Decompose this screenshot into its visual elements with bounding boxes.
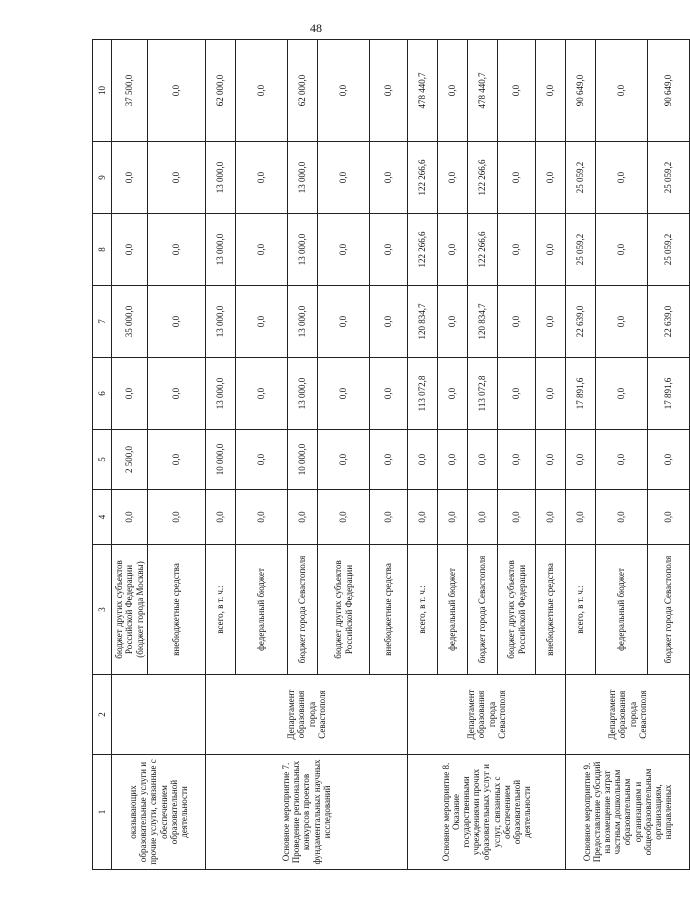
value-cell: 0,0	[498, 142, 536, 214]
value-cell: 0,0	[236, 490, 288, 545]
value-cell: 0,0	[648, 490, 690, 545]
header-cell: 1	[93, 755, 112, 870]
value-cell: 0,0	[206, 490, 236, 545]
value-cell: 13 000,0	[288, 286, 318, 358]
executor-cell: Департамент образования города Севастополя	[408, 675, 566, 755]
value-cell: 25 059,2	[566, 142, 596, 214]
funding-source-cell: федеральный бюджет	[438, 545, 468, 675]
value-cell: 113 072,8	[468, 358, 498, 430]
header-cell: 5	[93, 430, 112, 490]
value-cell: 25 059,2	[566, 214, 596, 286]
value-cell: 0,0	[112, 490, 148, 545]
value-cell: 0,0	[370, 430, 408, 490]
funding-source-cell: всего, в т. ч.:	[566, 545, 596, 675]
value-cell: 17 891,6	[648, 358, 690, 430]
table-row	[206, 40, 236, 870]
value-cell: 0,0	[148, 490, 206, 545]
table-body	[112, 40, 690, 870]
value-cell: 0,0	[148, 142, 206, 214]
value-cell: 122 266,6	[468, 214, 498, 286]
header-cell: 6	[93, 358, 112, 430]
value-cell: 0,0	[438, 214, 468, 286]
value-cell: 0,0	[498, 430, 536, 490]
value-cell: 0,0	[468, 430, 498, 490]
value-cell: 0,0	[370, 286, 408, 358]
value-cell: 0,0	[536, 214, 566, 286]
executor-cell: Департамент образования города Севастополя	[206, 675, 408, 755]
value-cell: 0,0	[596, 142, 648, 214]
value-cell: 0,0	[438, 430, 468, 490]
funding-source-cell: федеральный бюджет	[236, 545, 288, 675]
value-cell: 0,0	[438, 490, 468, 545]
funding-source-cell: бюджет города Севастополя	[648, 545, 690, 675]
rotated-table-container	[92, 40, 674, 870]
funding-source-cell: бюджет других субъектов Российской Федерации	[498, 545, 536, 675]
header-cell: 2	[93, 675, 112, 755]
value-cell: 13 000,0	[206, 286, 236, 358]
value-cell: 13 000,0	[288, 142, 318, 214]
value-cell: 0,0	[236, 214, 288, 286]
value-cell: 13 000,0	[206, 142, 236, 214]
value-cell: 122 266,6	[468, 142, 498, 214]
value-cell: 0,0	[318, 142, 370, 214]
value-cell: 0,0	[536, 430, 566, 490]
funding-source-cell: внебюджетные средства	[536, 545, 566, 675]
value-cell: 0,0	[498, 490, 536, 545]
value-cell: 0,0	[148, 286, 206, 358]
value-cell: 0,0	[370, 490, 408, 545]
value-cell: 0,0	[148, 430, 206, 490]
value-cell: 17 891,6	[566, 358, 596, 430]
value-cell: 113 072,8	[408, 358, 438, 430]
table-row	[408, 40, 438, 870]
value-cell: 0,0	[438, 286, 468, 358]
value-cell: 122 266,6	[408, 142, 438, 214]
value-cell: 0,0	[596, 40, 648, 142]
value-cell: 0,0	[370, 358, 408, 430]
value-cell: 0,0	[468, 490, 498, 545]
value-cell: 13 000,0	[206, 214, 236, 286]
funding-source-cell: внебюджетные средства	[148, 545, 206, 675]
value-cell: 120 834,7	[408, 286, 438, 358]
value-cell: 478 440,7	[468, 40, 498, 142]
value-cell: 13 000,0	[206, 358, 236, 430]
executor-cell	[112, 675, 206, 755]
value-cell: 0,0	[536, 286, 566, 358]
value-cell: 13 000,0	[288, 214, 318, 286]
value-cell: 62 000,0	[288, 40, 318, 142]
activity-name-cell: Основное мероприятие 9. Предоставление субсидий на возмещение затрат частным дошкольным образовательным организациям и общеобразовательным организациям, направленных	[566, 755, 690, 870]
activity-name-cell: оказывающих образовательные услуги и прочие услуги, связанные с обеспечением образовательной деятельности	[112, 755, 206, 870]
funding-source-cell: бюджет других субъектов Российской Федерации	[318, 545, 370, 675]
value-cell: 35 000,0	[112, 286, 148, 358]
header-cell: 9	[93, 142, 112, 214]
value-cell: 0,0	[498, 286, 536, 358]
funding-source-cell: бюджет города Севастополя	[468, 545, 498, 675]
header-cell: 7	[93, 286, 112, 358]
funding-source-cell: бюджет других субъектов Российской Федерации (бюджет города Москвы)	[112, 545, 148, 675]
value-cell: 0,0	[236, 142, 288, 214]
budget-table	[92, 39, 690, 870]
value-cell: 0,0	[438, 358, 468, 430]
value-cell: 0,0	[596, 286, 648, 358]
value-cell: 22 639,0	[648, 286, 690, 358]
value-cell: 2 500,0	[112, 430, 148, 490]
value-cell: 0,0	[112, 214, 148, 286]
value-cell: 0,0	[408, 490, 438, 545]
activity-name-cell: Основное мероприятие 8. Оказание государственными учреждениями прочих образовательных услуг и услуг, связанных с обеспечением образовательной деятельности	[408, 755, 566, 870]
value-cell: 0,0	[318, 358, 370, 430]
value-cell: 0,0	[236, 358, 288, 430]
value-cell: 0,0	[288, 490, 318, 545]
value-cell: 13 000,0	[288, 358, 318, 430]
value-cell: 0,0	[596, 430, 648, 490]
header-cell: 8	[93, 214, 112, 286]
value-cell: 0,0	[498, 358, 536, 430]
value-cell: 37 500,0	[112, 40, 148, 142]
header-row	[93, 40, 112, 870]
value-cell: 0,0	[536, 358, 566, 430]
value-cell: 0,0	[536, 142, 566, 214]
value-cell: 0,0	[408, 430, 438, 490]
funding-source-cell: внебюджетные средства	[370, 545, 408, 675]
funding-source-cell: федеральный бюджет	[596, 545, 648, 675]
value-cell: 90 649,0	[566, 40, 596, 142]
value-cell: 0,0	[112, 142, 148, 214]
table-rotation-frame	[92, 40, 674, 870]
value-cell: 0,0	[498, 214, 536, 286]
funding-source-cell: всего, в т. ч.:	[206, 545, 236, 675]
value-cell: 0,0	[438, 142, 468, 214]
table-row	[112, 40, 148, 870]
value-cell: 0,0	[148, 358, 206, 430]
value-cell: 0,0	[438, 40, 468, 142]
value-cell: 22 639,0	[566, 286, 596, 358]
value-cell: 62 000,0	[206, 40, 236, 142]
header-cell: 10	[93, 40, 112, 142]
value-cell: 25 059,2	[648, 142, 690, 214]
funding-source-cell: бюджет города Севастополя	[288, 545, 318, 675]
value-cell: 0,0	[596, 358, 648, 430]
value-cell: 0,0	[370, 40, 408, 142]
value-cell: 0,0	[236, 430, 288, 490]
value-cell: 0,0	[596, 490, 648, 545]
value-cell: 0,0	[148, 40, 206, 142]
value-cell: 0,0	[370, 142, 408, 214]
value-cell: 0,0	[536, 40, 566, 142]
value-cell: 0,0	[648, 430, 690, 490]
value-cell: 122 266,6	[408, 214, 438, 286]
table-row	[566, 40, 596, 870]
value-cell: 478 440,7	[408, 40, 438, 142]
header-cell: 3	[93, 545, 112, 675]
activity-name-cell: Основное мероприятие 7. Проведение региональных конкурсов проектов фундаментальных научных исследований	[206, 755, 408, 870]
funding-source-cell: всего, в т. ч.:	[408, 545, 438, 675]
value-cell: 0,0	[566, 430, 596, 490]
value-cell: 0,0	[370, 214, 408, 286]
value-cell: 0,0	[236, 286, 288, 358]
value-cell: 10 000,0	[288, 430, 318, 490]
value-cell: 0,0	[536, 490, 566, 545]
value-cell: 0,0	[318, 430, 370, 490]
value-cell: 0,0	[498, 40, 536, 142]
value-cell: 0,0	[596, 214, 648, 286]
value-cell: 0,0	[566, 490, 596, 545]
value-cell: 0,0	[112, 358, 148, 430]
page-number: 48	[310, 21, 322, 35]
value-cell: 0,0	[318, 286, 370, 358]
value-cell: 0,0	[318, 214, 370, 286]
value-cell: 10 000,0	[206, 430, 236, 490]
value-cell: 120 834,7	[468, 286, 498, 358]
header-cell: 4	[93, 490, 112, 545]
value-cell: 90 649,0	[648, 40, 690, 142]
value-cell: 25 059,2	[648, 214, 690, 286]
value-cell: 0,0	[236, 40, 288, 142]
value-cell: 0,0	[318, 40, 370, 142]
executor-cell: Департамент образования города Севастополя	[566, 675, 690, 755]
value-cell: 0,0	[148, 214, 206, 286]
value-cell: 0,0	[318, 490, 370, 545]
